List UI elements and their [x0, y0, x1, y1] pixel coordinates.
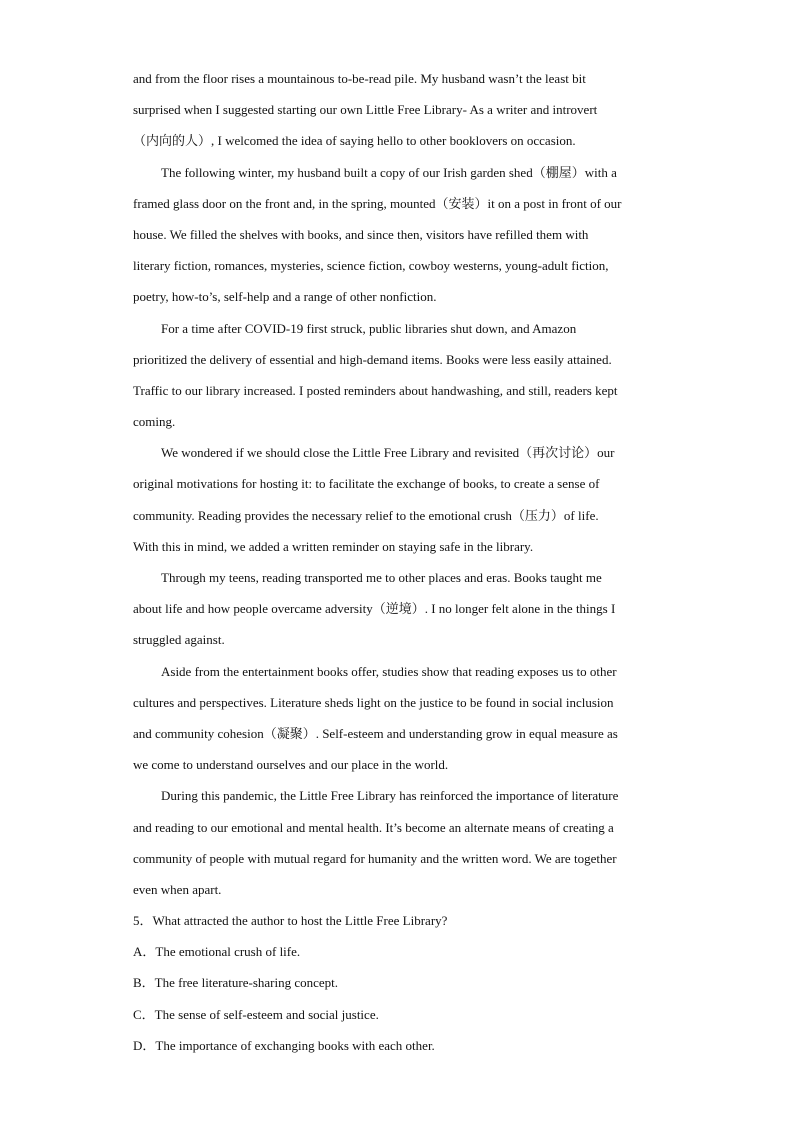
option-c: C．The sense of self-esteem and social justice. — [133, 1006, 379, 1022]
passage-line: framed glass door on the front and, in the spring, mounted（安装）it on a post in front of our — [133, 195, 622, 211]
document-page — [133, 63, 663, 1061]
passage-line: even when apart. — [133, 881, 222, 897]
option-b: B．The free literature-sharing concept. — [133, 975, 339, 991]
option-d: D．The importance of exchanging books with each other. — [133, 1037, 435, 1053]
passage-line: Traffic to our library increased. I posted reminders about handwashing, and still, readers kept — [133, 382, 618, 398]
passage-line: poetry, how-to’s, self-help and a range of other nonfiction. — [133, 289, 437, 305]
paragraph-start-line: For a time after COVID-19 first struck, public libraries shut down, and Amazon — [161, 320, 577, 336]
passage-line: community. Reading provides the necessary relief to the emotional crush（压力）of life. — [133, 507, 599, 523]
passage-line: （内向的人）, I welcomed the idea of saying hello to other booklovers on occasion. — [133, 133, 576, 149]
paragraph-start-line: Aside from the entertainment books offer, studies show that reading exposes us to other — [161, 663, 617, 679]
paragraph-start-line: We wondered if we should close the Little Free Library and revisited（再次讨论）our — [161, 445, 615, 461]
passage-line: prioritized the delivery of essential and high-demand items. Books were less easily attained. — [133, 351, 612, 367]
passage-line: about life and how people overcame adversity（逆境）. I no longer felt alone in the things I — [133, 601, 616, 617]
passage-line: original motivations for hosting it: to facilitate the exchange of books, to create a sense of — [133, 476, 600, 492]
passage-line: coming. — [133, 414, 176, 430]
passage-line: surprised when I suggested starting our own Little Free Library- As a writer and introvert — [133, 102, 598, 118]
question-stem: 5．What attracted the author to host the Little Free Library? — [133, 913, 448, 929]
paragraph-start-line: Through my teens, reading transported me to other places and eras. Books taught me — [161, 570, 602, 585]
paragraph-start-line: During this pandemic, the Little Free Library has reinforced the importance of literature — [161, 788, 619, 804]
passage-line: struggled against. — [133, 632, 225, 648]
passage-line: we come to understand ourselves and our place in the world. — [133, 757, 449, 773]
passage-line: literary fiction, romances, mysteries, science fiction, cowboy westerns, young-adult fiction, — [133, 258, 609, 274]
passage-line: community of people with mutual regard for humanity and the written word. We are together — [133, 850, 617, 866]
passage-line: and community cohesion（凝聚）. Self-esteem and understanding grow in equal measure as — [133, 725, 618, 741]
passage-line: and from the floor rises a mountainous to-be-read pile. My husband wasn’t the least bit — [133, 71, 586, 86]
passage-line: house. We filled the shelves with books, and since then, visitors have refilled them with — [133, 226, 589, 242]
passage-line: With this in mind, we added a written reminder on staying safe in the library. — [133, 538, 534, 554]
option-a: A．The emotional crush of life. — [133, 944, 301, 960]
passage-line: and reading to our emotional and mental health. It’s become an alternate means of creating a — [133, 819, 614, 835]
paragraph-start-line: The following winter, my husband built a copy of our Irish garden shed（棚屋）with a — [161, 164, 617, 180]
passage-line: cultures and perspectives. Literature sheds light on the justice to be found in social inclusion — [133, 694, 614, 710]
